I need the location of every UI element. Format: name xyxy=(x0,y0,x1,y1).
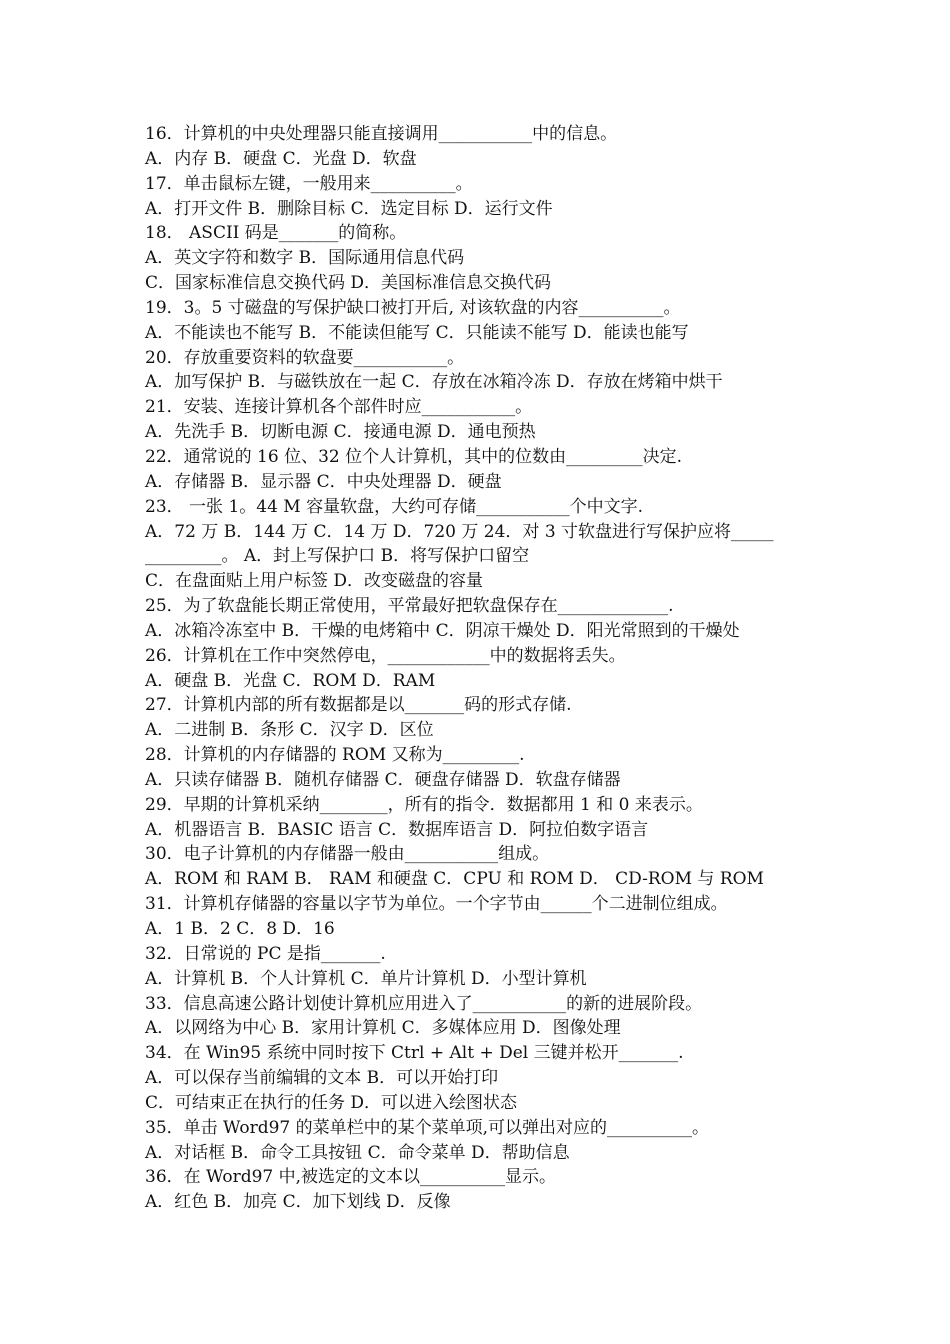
options-34-line-2: C．可结束正在执行的任务 D．可以进入绘图状态 xyxy=(145,1092,518,1113)
question-36: 36．在 Word97 中,被选定的文本以__________显示。 xyxy=(145,1167,557,1188)
options-27: A．二进制 B．条形 C．汉字 D．区位 xyxy=(145,720,434,741)
options-21: A．先洗手 B．切断电源 C．接通电源 D．通电预热 xyxy=(145,422,536,443)
options-26: A．硬盘 B．光盘 C．ROM D．RAM xyxy=(145,670,436,691)
options-30: A．ROM 和 RAM B． RAM 和硬盘 C．CPU 和 ROM D． CD-ROM 与 ROM xyxy=(145,869,764,890)
options-18-line-1: A．英文字符和数字 B．国际通用信息代码 xyxy=(145,248,465,269)
options-19: A．不能读也不能写 B．不能读但能写 C．只能读不能写 D．能读也能写 xyxy=(145,322,689,343)
question-32: 32．日常说的 PC 是指_______. xyxy=(145,943,386,964)
options-24: C．在盘面贴上用户标签 D．改变磁盘的容量 xyxy=(145,571,484,592)
question-34: 34．在 Win95 系统中同时按下 Ctrl + Alt + Del 三键并松开_______. xyxy=(145,1043,684,1064)
options-23-question-24: A．72 万 B．144 万 C．14 万 D．720 万 24．对 3 寸软盘进行写保护应将_____ xyxy=(145,521,774,542)
question-19: 19．3。5 寸磁盘的写保护缺口被打开后, 对该软盘的内容__________。 xyxy=(145,297,681,318)
question-18: 18． ASCII 码是_______的简称。 xyxy=(145,223,407,244)
question-35: 35．单击 Word97 的菜单栏中的某个菜单项,可以弹出对应的__________。 xyxy=(145,1117,710,1138)
options-25: A．冰箱冷冻室中 B．干燥的电烤箱中 C．阴凉干燥处 D．阳光常照到的干燥处 xyxy=(145,620,740,641)
question-31: 31．计算机存储器的容量以字节为单位。一个字节由______个二进制位组成。 xyxy=(145,894,728,915)
options-22: A．存储器 B．显示器 C．中央处理器 D．硬盘 xyxy=(145,471,502,492)
options-28: A．只读存储器 B．随机存储器 C．硬盘存储器 D．软盘存储器 xyxy=(145,769,621,790)
question-23: 23． 一张 1。44 M 容量软盘，大约可存储___________个中文字. xyxy=(145,496,644,517)
question-30: 30．电子计算机的内存储器一般由___________组成。 xyxy=(145,844,550,865)
options-32: A．计算机 B．个人计算机 C．单片计算机 D．小型计算机 xyxy=(145,968,587,989)
question-27: 27．计算机内部的所有数据都是以_______码的形式存储. xyxy=(145,695,572,716)
question-29: 29．早期的计算机采纳________，所有的指令．数据都用 1 和 0 来表示。 xyxy=(145,794,703,815)
options-36: A．红色 B．加亮 C．加下划线 D．反像 xyxy=(145,1192,451,1213)
question-list xyxy=(145,122,825,1215)
question-22: 22．通常说的 16 位、32 位个人计算机，其中的位数由_________决定. xyxy=(145,446,683,467)
question-16: 16．计算机的中央处理器只能直接调用___________中的信息。 xyxy=(145,124,618,144)
options-17: A．打开文件 B．删除目标 C．选定目标 D．运行文件 xyxy=(145,198,553,219)
question-24-continued: _________。 A．封上写保护口 B．将写保护口留空 xyxy=(145,546,530,567)
options-34-line-1: A．可以保存当前编辑的文本 B．可以开始打印 xyxy=(145,1068,499,1089)
question-21: 21．安装、连接计算机各个部件时应___________。 xyxy=(145,397,533,418)
question-17: 17．单击鼠标左键，一般用来__________。 xyxy=(145,173,473,194)
options-29: A．机器语言 B．BASIC 语言 C．数据库语言 D．阿拉伯数字语言 xyxy=(145,819,649,840)
question-26: 26．计算机在工作中突然停电，____________中的数据将丢失。 xyxy=(145,645,626,666)
question-20: 20．存放重要资料的软盘要___________。 xyxy=(145,347,465,368)
question-28: 28．计算机的内存储器的 ROM 又称为_________. xyxy=(145,745,525,766)
options-18-line-2: C．国家标准信息交换代码 D．美国标准信息交换代码 xyxy=(145,273,552,294)
options-31: A．1 B．2 C．8 D．16 xyxy=(145,919,335,939)
question-25: 25．为了软盘能长期正常使用，平常最好把软盘保存在_____________. xyxy=(145,596,674,617)
question-33: 33．信息高速公路计划使计算机应用进入了___________的新的进展阶段。 xyxy=(145,993,703,1014)
options-20: A．加写保护 B．与磁铁放在一起 C．存放在冰箱冷冻 D．存放在烤箱中烘干 xyxy=(145,372,723,393)
options-16: A．内存 B．硬盘 C．光盘 D．软盘 xyxy=(145,148,417,169)
options-35: A．对话框 B．命令工具按钮 C．命令菜单 D．帮助信息 xyxy=(145,1142,570,1163)
options-33: A．以网络为中心 B．家用计算机 C．多媒体应用 D．图像处理 xyxy=(145,1018,621,1039)
